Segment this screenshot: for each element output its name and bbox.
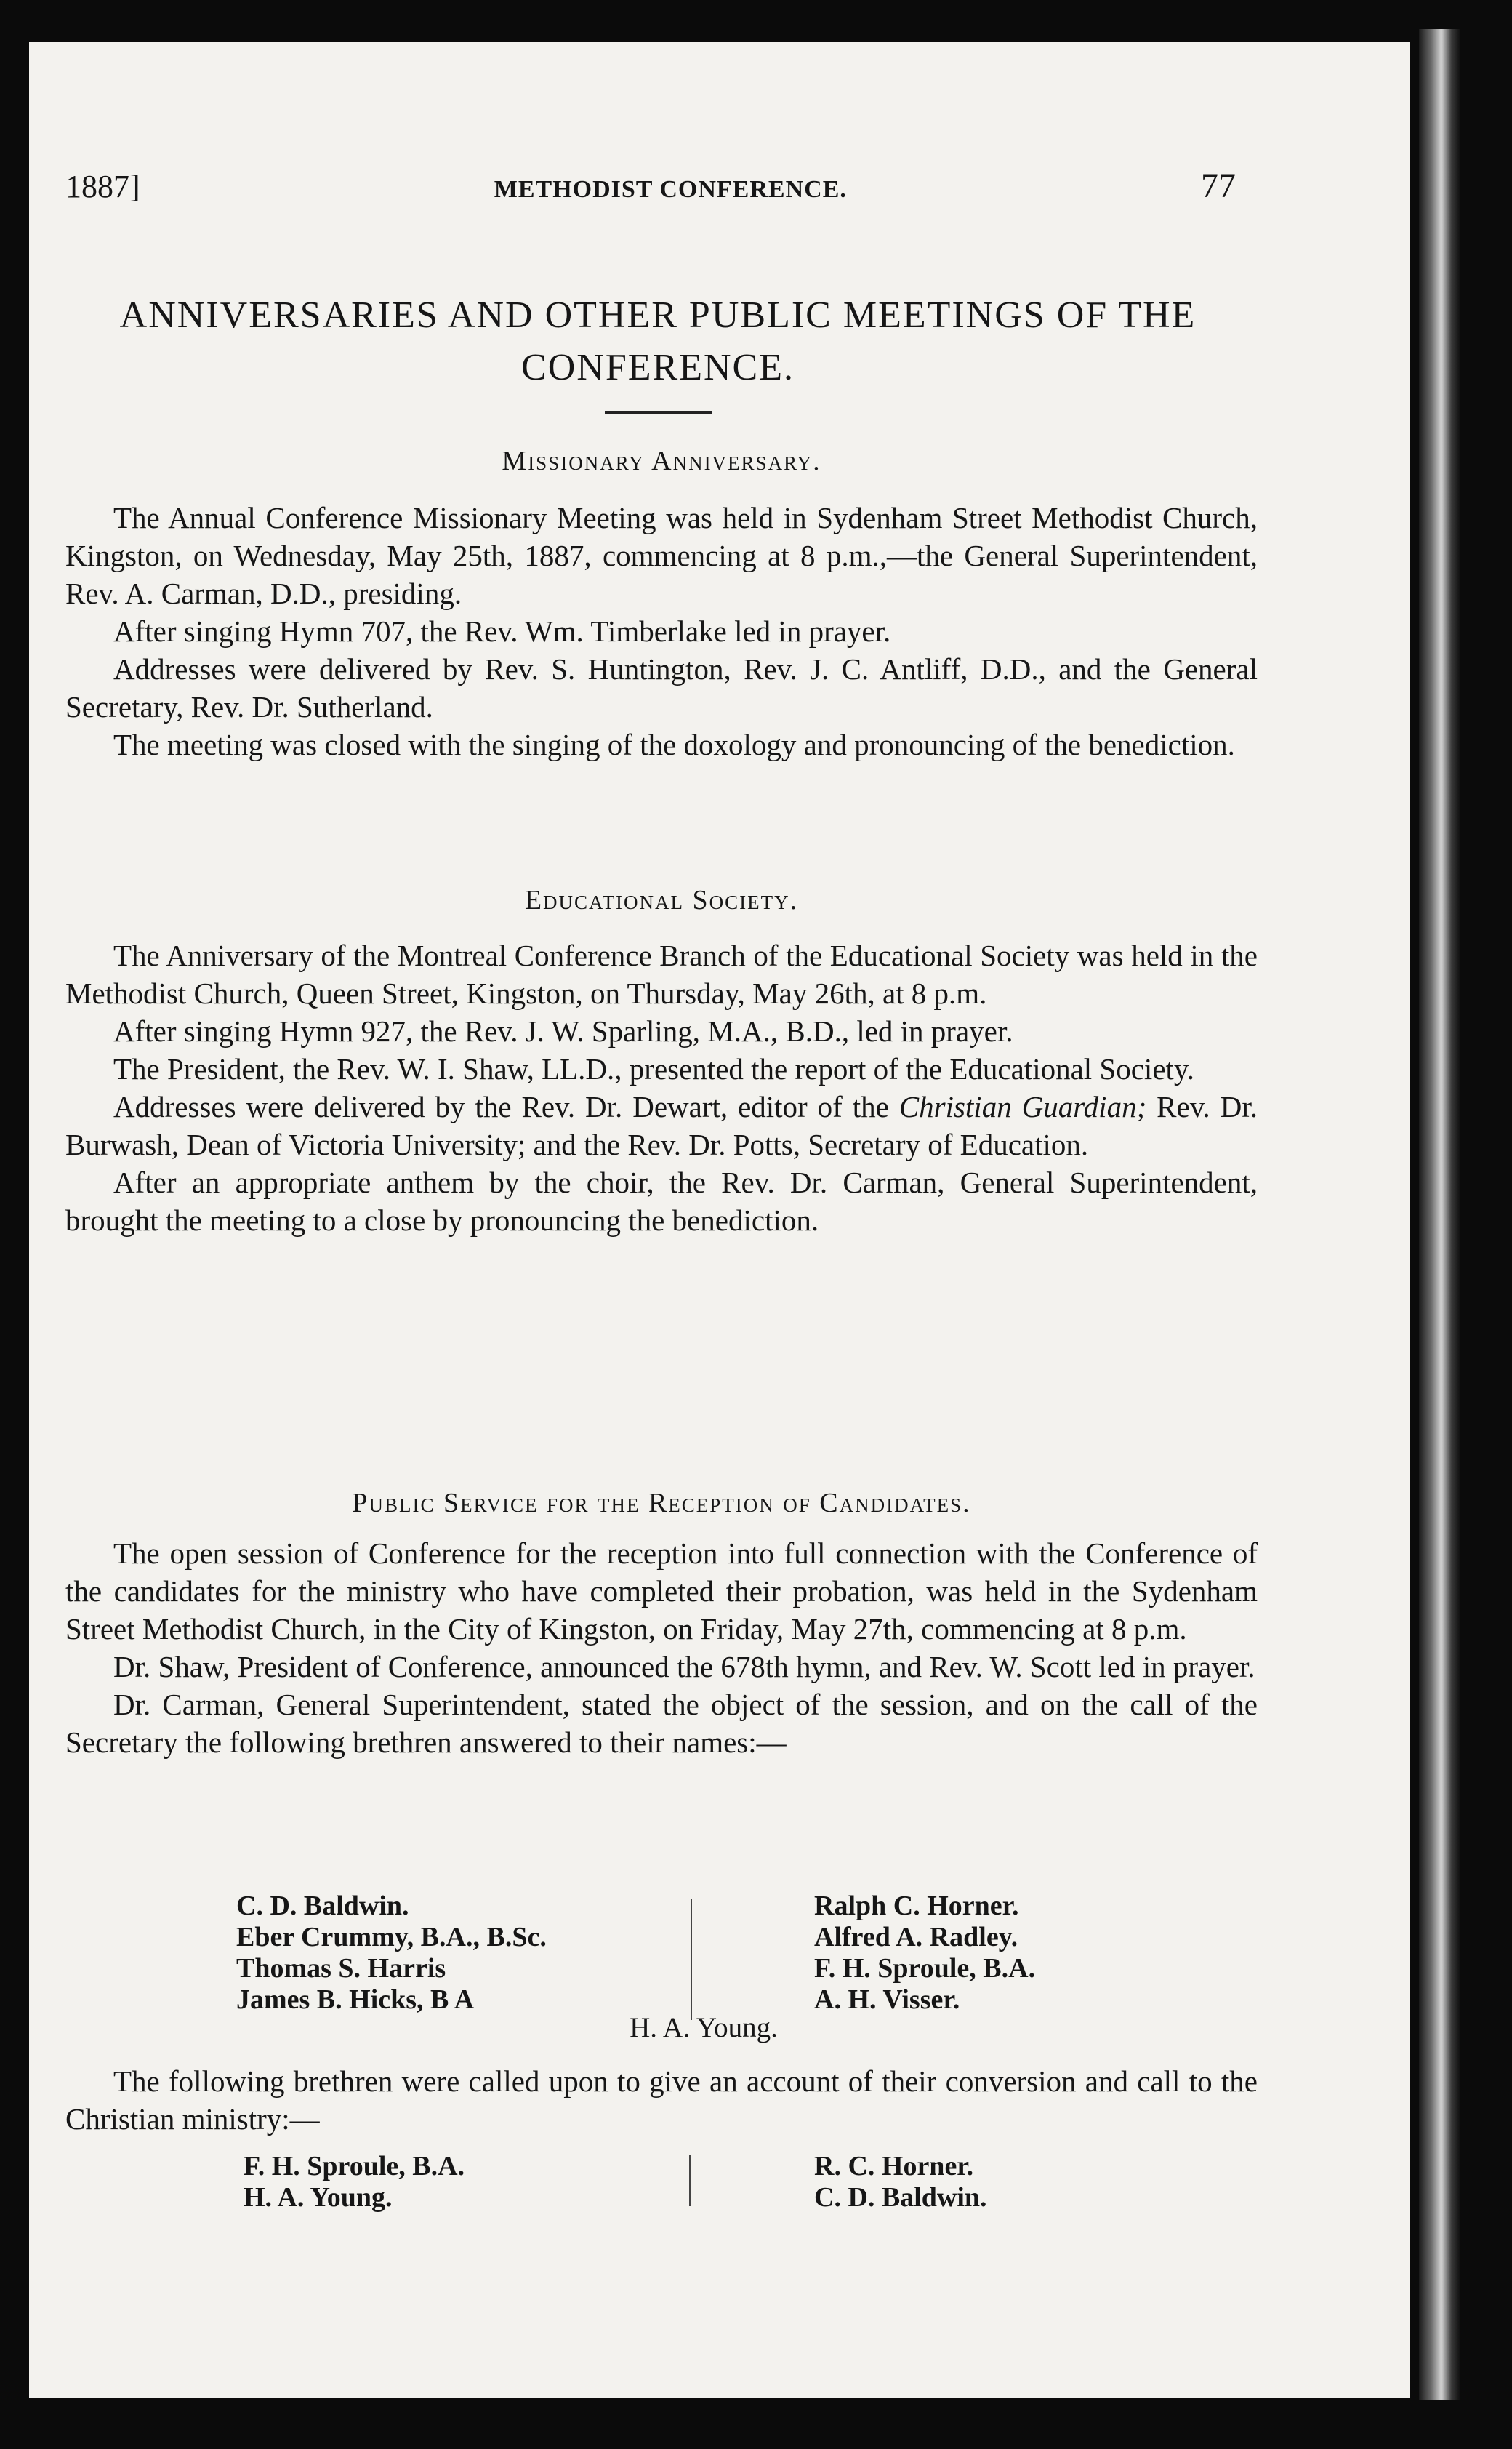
list-item: James B. Hicks, B A: [236, 1984, 475, 2015]
list-item: Thomas S. Harris: [236, 1953, 446, 1984]
list-item: C. D. Baldwin.: [236, 1891, 409, 1921]
candidate-names-list: [65, 1891, 1258, 2021]
reception-paragraph-3: Dr. Carman, General Superintendent, stated the object of the session, and on the call of the Secretary the following brethren answered to their names:—: [65, 1688, 1258, 1759]
names-right-column: [814, 1891, 1035, 2016]
column-divider: [689, 2155, 691, 2206]
educational-paragraph-4: [65, 1088, 1258, 1163]
heading-reception-of-candidates: Public Service for the Reception of Candidates.: [352, 1488, 971, 1518]
center-name: H. A. Young.: [630, 2012, 778, 2043]
names2-left-column: [244, 2151, 465, 2213]
missionary-paragraph-2: After singing Hymn 707, the Rev. Wm. Timberlake led in prayer.: [113, 614, 891, 648]
list-item: R. C. Horner.: [814, 2151, 974, 2181]
page-title: ANNIVERSARIES AND OTHER PUBLIC MEETINGS OF THE CONFERENCE.: [119, 294, 1197, 388]
list-item: F. H. Sproule, B.A.: [244, 2151, 465, 2181]
list-item: Ralph C. Horner.: [814, 1891, 1019, 1921]
list-item: H. A. Young.: [244, 2182, 393, 2213]
publication-title: Christian Guardian;: [898, 1090, 1147, 1123]
column-divider: [691, 1899, 692, 2020]
educational-paragraph-2: After singing Hymn 927, the Rev. J. W. Sparling, M.A., B.D., led in prayer.: [113, 1014, 1013, 1048]
list-item: Eber Crummy, B.A., B.Sc.: [236, 1922, 547, 1952]
list-item: C. D. Baldwin.: [814, 2182, 987, 2213]
names2-right-column: [814, 2151, 987, 2213]
conversion-section: [65, 2062, 1258, 2138]
list-item: F. H. Sproule, B.A.: [814, 1953, 1036, 1984]
list-item: A. H. Visser.: [814, 1984, 960, 2015]
page-number: 77: [1201, 167, 1236, 205]
heading-educational-society: Educational Society.: [524, 885, 799, 915]
reception-paragraph-1: The open session of Conference for the reception into full connection with the Conference of the candidates for the ministry who have completed their probation, was held in the Sydenham Street Methodist Church, in the City of Kingston, on Friday, May 27th, commencing at 8 p.m.: [65, 1536, 1258, 1646]
missionary-paragraph-1: The Annual Conference Missionary Meeting was held in Sydenham Street Methodist Church, Kingston, on Wednesday, May 25th, 1887, commencing at 8 p.m.,—the General Superintendent, Rev. A. Carman, D.D., presiding.: [65, 501, 1258, 610]
header-year: 1887]: [65, 169, 140, 204]
missionary-paragraph-3: Addresses were delivered by Rev. S. Huntington, Rev. J. C. Antliff, D.D., and the General Secretary, Rev. Dr. Sutherland.: [65, 652, 1258, 724]
title-rule: [605, 411, 712, 414]
educational-paragraph-5: After an appropriate anthem by the choir, the Rev. Dr. Carman, General Superintendent, brought the meeting to a close by pronouncing the benediction.: [65, 1166, 1258, 1237]
running-header: [65, 166, 1243, 206]
names-left-column: [236, 1891, 547, 2016]
educational-paragraph-3: The President, the Rev. W. I. Shaw, LL.D., presented the report of the Educational Society.: [113, 1052, 1194, 1086]
reception-paragraph-2: Dr. Shaw, President of Conference, announced the 678th hymn, and Rev. W. Scott led in prayer.: [113, 1650, 1255, 1683]
heading-missionary-anniversary: Missionary Anniversary.: [502, 446, 821, 476]
reception-section: [65, 1534, 1258, 1761]
book-gutter: [1419, 29, 1460, 2400]
educational-paragraph-1: The Anniversary of the Montreal Conference Branch of the Educational Society was held in the Methodist Church, Queen Street, Kingston, on Thursday, May 26th, at 8 p.m.: [65, 939, 1258, 1010]
missionary-section: [65, 499, 1258, 763]
educational-section: [65, 937, 1258, 1239]
conversion-names-list: [65, 2151, 1258, 2224]
educational-p4-pre: Addresses were delivered by the Rev. Dr. Dewart, editor of the: [113, 1090, 899, 1123]
reception-paragraph-4: The following brethren were called upon to give an account of their conversion and call to the Christian ministry:—: [65, 2064, 1258, 2136]
header-running-title: METHODIST CONFERENCE.: [494, 176, 847, 203]
list-item: Alfred A. Radley.: [814, 1922, 1018, 1952]
educational-p4-post: Rev. Dr. Burwash, Dean of Victoria University; and the Rev. Dr. Potts, Secretary of Education.: [65, 1090, 1258, 1161]
missionary-paragraph-4: The meeting was closed with the singing of the doxology and pronouncing of the benediction.: [113, 728, 1235, 761]
